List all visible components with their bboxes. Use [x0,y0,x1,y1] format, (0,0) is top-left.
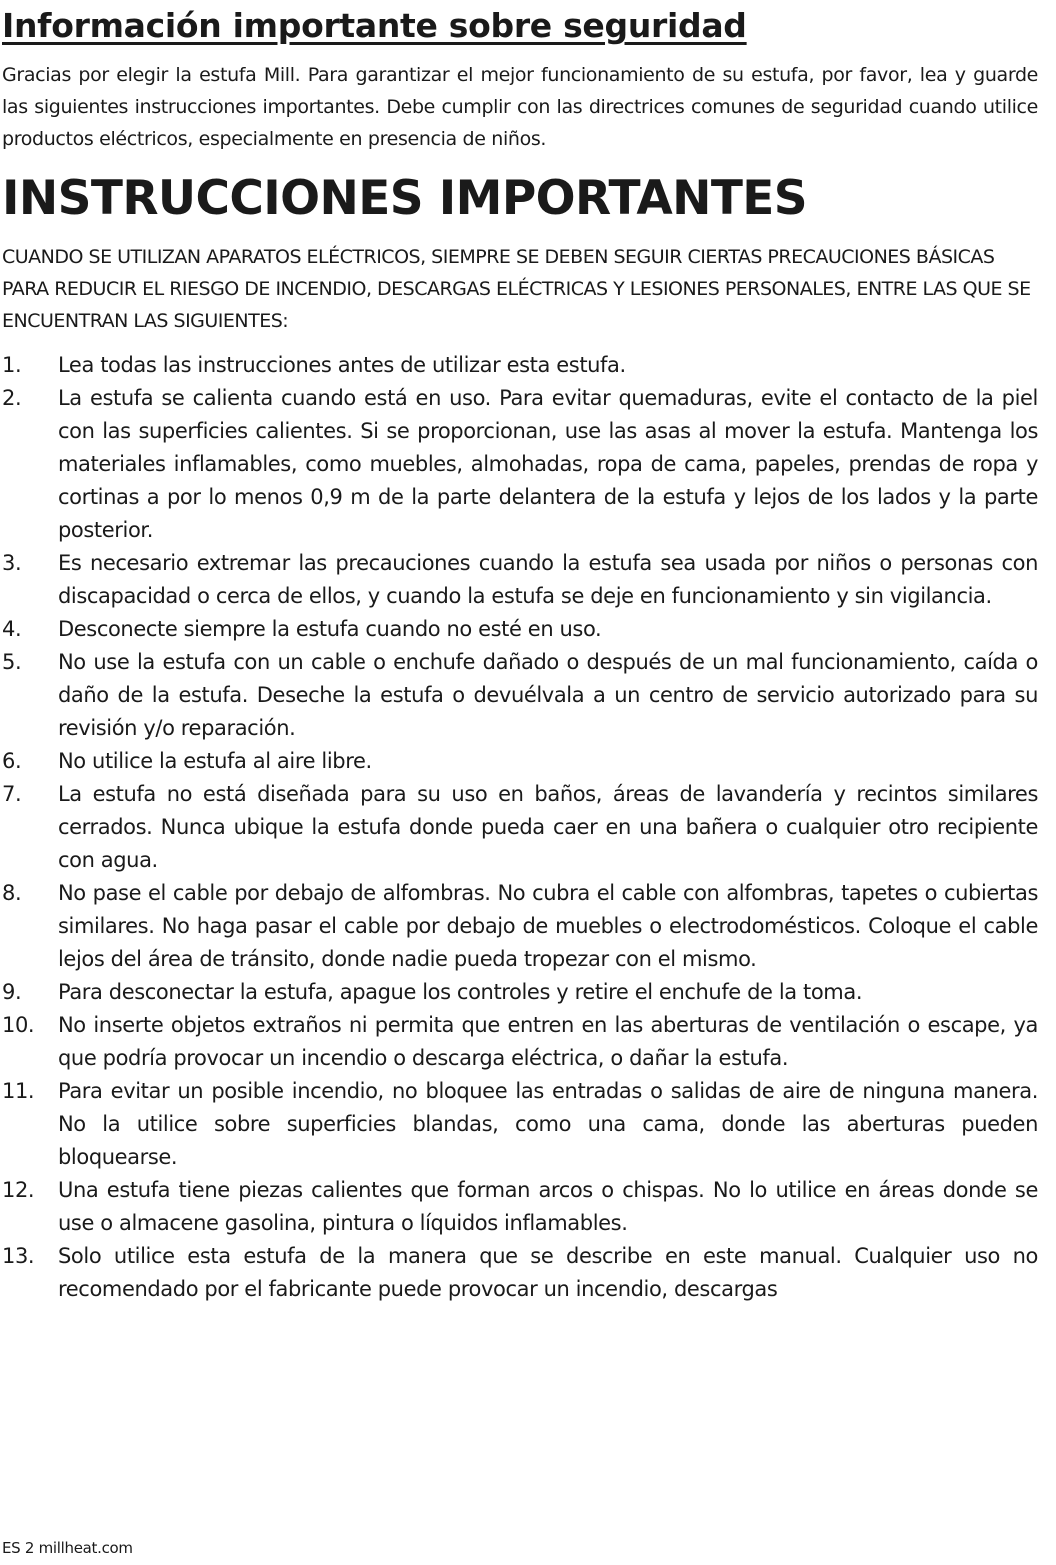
page-footer: ES 2 millheat.com [2,1539,133,1557]
item-text: Es necesario extremar las precauciones cuando la estufa sea usada por niños o personas con discapacidad o cerca de ellos, y cuando la estufa se deje en funcionamiento y sin vigilancia. [58,551,1038,608]
list-item [2,613,1038,646]
list-item [2,745,1038,778]
section-title: Información importante sobre seguridad [2,6,747,45]
item-text: Solo utilice esta estufa de la manera que se describe en este manual. Cualquier uso no recomendado por el fabricante puede provocar un incendio, descargas [58,1244,1038,1301]
item-text: No use la estufa con un cable o enchufe dañado o después de un mal funcionamiento, caída o daño de la estufa. Deseche la estufa o devuélvala a un centro de servicio autorizado para su revisión y/o reparación. [58,650,1038,740]
item-number: 9. [2,980,22,1004]
list-item [2,1009,1038,1075]
list-item [2,877,1038,976]
item-number: 12. [2,1178,35,1202]
item-text: Para desconectar la estufa, apague los controles y retire el enchufe de la toma. [58,980,863,1004]
item-number: 5. [2,650,22,674]
item-number: 4. [2,617,22,641]
item-number: 2. [2,386,22,410]
item-text: Lea todas las instrucciones antes de utilizar esta estufa. [58,353,626,377]
item-text: No utilice la estufa al aire libre. [58,749,372,773]
item-text: No inserte objetos extraños ni permita que entren en las aberturas de ventilación o escape, ya que podría provocar un incendio o descarga eléctrica, o dañar la estufa. [58,1013,1038,1070]
intro-paragraph: Gracias por elegir la estufa Mill. Para garantizar el mejor funcionamiento de su estufa, por favor, lea y guarde las siguientes instrucciones importantes. Debe cumplir con las directrices comunes de seguridad cuando utilice productos eléctricos, especialmente en presencia de niños. [2,64,1038,150]
list-item [2,547,1038,613]
list-item [2,349,1038,382]
list-item [2,778,1038,877]
list-item [2,382,1038,547]
item-text: La estufa no está diseñada para su uso en baños, áreas de lavandería y recintos similares cerrados. Nunca ubique la estufa donde pueda caer en una bañera o cualquier otro recipiente con agua. [58,782,1038,872]
item-number: 6. [2,749,22,773]
item-text: Desconecte siempre la estufa cuando no esté en uso. [58,617,602,641]
item-text: Una estufa tiene piezas calientes que forman arcos o chispas. No lo utilice en áreas donde se use o almacene gasolina, pintura o líquidos inflamables. [58,1178,1038,1235]
item-number: 7. [2,782,22,806]
item-number: 13. [2,1244,35,1268]
list-item [2,1075,1038,1174]
item-text: La estufa se calienta cuando está en uso. Para evitar quemaduras, evite el contacto de la piel con las superficies calientes. Si se proporcionan, use las asas al mover la estufa. Mantenga los materiales inflamables, como muebles, almohadas, ropa de cama, papeles, prendas de ropa y cortinas a por lo menos 0,9 m de la parte delantera de la estufa y lejos de los lados y la parte posterior. [58,386,1038,542]
caution-paragraph: CUANDO SE UTILIZAN APARATOS ELÉCTRICOS, SIEMPRE SE DEBEN SEGUIR CIERTAS PRECAUCIONES BÁSICAS PARA REDUCIR EL RIESGO DE INCENDIO, DESCARGAS ELÉCTRICAS Y LESIONES PERSONALES, ENTRE LAS QUE SE ENCUENTRAN LAS SIGUIENTES: [2,246,1031,332]
list-item [2,646,1038,745]
list-item [2,1174,1038,1240]
list-item [2,1240,1038,1306]
item-number: 11. [2,1079,35,1103]
instructions-list [2,349,1038,1306]
main-heading: INSTRUCCIONES IMPORTANTES [2,171,808,226]
item-text: Para evitar un posible incendio, no bloquee las entradas o salidas de aire de ninguna manera. No la utilice sobre superficies blandas, como una cama, donde las aberturas pueden bloquearse. [58,1079,1038,1169]
item-number: 1. [2,353,22,377]
list-item [2,976,1038,1009]
item-number: 10. [2,1013,35,1037]
item-number: 3. [2,551,22,575]
item-number: 8. [2,881,22,905]
item-text: No pase el cable por debajo de alfombras. No cubra el cable con alfombras, tapetes o cubiertas similares. No haga pasar el cable por debajo de muebles o electrodomésticos. Coloque el cable lejos del área de tránsito, donde nadie pueda tropezar con el mismo. [58,881,1038,971]
